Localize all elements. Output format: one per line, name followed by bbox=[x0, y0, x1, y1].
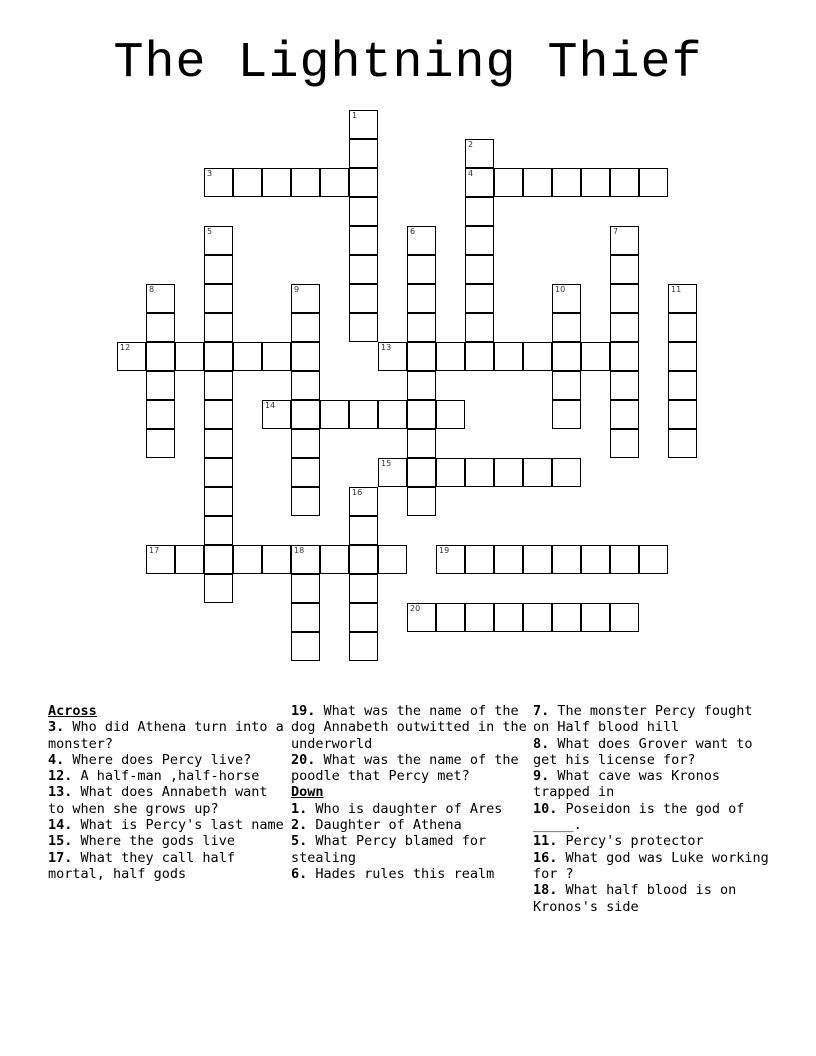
grid-cell[interactable] bbox=[407, 255, 436, 284]
grid-cell[interactable] bbox=[436, 458, 465, 487]
clue-number: 4. bbox=[48, 751, 65, 768]
grid-cell[interactable] bbox=[320, 168, 349, 197]
grid-cell[interactable] bbox=[320, 545, 349, 574]
clue-down-7 bbox=[533, 703, 769, 736]
across-heading: Across bbox=[48, 703, 97, 719]
grid-cell[interactable] bbox=[204, 255, 233, 284]
clue-number-label: 2 bbox=[468, 140, 474, 149]
grid-cell[interactable] bbox=[146, 371, 175, 400]
clue-across-19 bbox=[291, 703, 527, 752]
grid-cell[interactable] bbox=[204, 313, 233, 342]
grid-cell[interactable] bbox=[262, 342, 291, 371]
grid-cell[interactable] bbox=[233, 168, 262, 197]
grid-cell[interactable] bbox=[349, 284, 378, 313]
grid-cell[interactable] bbox=[291, 458, 320, 487]
grid-cell[interactable] bbox=[349, 226, 378, 255]
clue-down-6 bbox=[291, 866, 527, 882]
grid-cell[interactable] bbox=[581, 545, 610, 574]
grid-cell[interactable] bbox=[552, 342, 581, 371]
clue-number-label: 17 bbox=[149, 546, 160, 555]
grid-cell[interactable] bbox=[204, 429, 233, 458]
grid-cell[interactable] bbox=[523, 545, 552, 574]
grid-cell[interactable] bbox=[465, 603, 494, 632]
clues-column-2 bbox=[291, 703, 527, 882]
grid-cell[interactable] bbox=[204, 516, 233, 545]
grid-cell[interactable] bbox=[668, 429, 697, 458]
grid-cell[interactable] bbox=[668, 371, 697, 400]
grid-cell[interactable] bbox=[668, 400, 697, 429]
grid-cell[interactable] bbox=[668, 313, 697, 342]
clue-text: What half blood is on Kronos's side bbox=[533, 882, 737, 915]
grid-cell[interactable] bbox=[262, 400, 291, 429]
grid-cell[interactable] bbox=[262, 168, 291, 197]
grid-cell[interactable] bbox=[291, 603, 320, 632]
grid-cell[interactable] bbox=[407, 371, 436, 400]
grid-cell[interactable] bbox=[494, 168, 523, 197]
clue-number: 5. bbox=[291, 833, 308, 850]
clue-number-label: 19 bbox=[439, 546, 450, 555]
clue-text: Where the gods live bbox=[72, 833, 235, 850]
clue-number-label: 13 bbox=[381, 343, 392, 352]
clue-number: 12. bbox=[48, 768, 73, 785]
clue-text: Percy's protector bbox=[557, 833, 704, 850]
down-heading: Down bbox=[291, 784, 324, 801]
grid-cell[interactable] bbox=[465, 545, 494, 574]
clue-text: What was the name of the dog Annabeth outwitted in the underworld bbox=[291, 703, 527, 752]
clues-column-1 bbox=[48, 703, 284, 882]
grid-cell[interactable] bbox=[407, 400, 436, 429]
grid-cell[interactable] bbox=[349, 603, 378, 632]
grid-cell[interactable] bbox=[349, 400, 378, 429]
clue-number: 6. bbox=[291, 865, 308, 882]
grid-cell[interactable] bbox=[291, 342, 320, 371]
grid-cell[interactable] bbox=[349, 139, 378, 168]
grid-cell[interactable] bbox=[552, 545, 581, 574]
clue-text: Who is daughter of Ares bbox=[307, 800, 503, 817]
grid-cell[interactable] bbox=[175, 342, 204, 371]
grid-cell[interactable] bbox=[552, 458, 581, 487]
clue-number: 14. bbox=[48, 817, 73, 834]
grid-cell[interactable] bbox=[378, 545, 407, 574]
grid-cell[interactable] bbox=[465, 284, 494, 313]
grid-cell[interactable] bbox=[581, 168, 610, 197]
grid-cell[interactable] bbox=[407, 313, 436, 342]
grid-cell[interactable] bbox=[668, 284, 697, 313]
grid-cell[interactable] bbox=[407, 342, 436, 371]
clue-down-5 bbox=[291, 833, 527, 866]
clue-number-label: 12 bbox=[120, 343, 131, 352]
clue-down-8 bbox=[533, 736, 769, 769]
grid-cell[interactable] bbox=[378, 458, 407, 487]
clue-text: Hades rules this realm bbox=[307, 865, 495, 882]
grid-cell[interactable] bbox=[291, 545, 320, 574]
grid-cell[interactable] bbox=[146, 400, 175, 429]
grid-cell[interactable] bbox=[204, 400, 233, 429]
grid-cell[interactable] bbox=[436, 545, 465, 574]
grid-cell[interactable] bbox=[349, 487, 378, 516]
grid-cell[interactable] bbox=[291, 487, 320, 516]
clue-number-label: 3 bbox=[207, 169, 213, 178]
clue-text: What is Percy's last name bbox=[72, 817, 284, 834]
clue-number: 17. bbox=[48, 849, 73, 866]
grid-cell[interactable] bbox=[349, 255, 378, 284]
clue-text: The monster Percy fought on Half blood hill bbox=[533, 703, 753, 736]
grid-cell[interactable] bbox=[610, 255, 639, 284]
grid-cell[interactable] bbox=[610, 226, 639, 255]
grid-cell[interactable] bbox=[233, 545, 262, 574]
clue-text: Where does Percy live? bbox=[64, 751, 252, 768]
grid-cell[interactable] bbox=[610, 313, 639, 342]
grid-cell[interactable] bbox=[349, 168, 378, 197]
grid-cell[interactable] bbox=[291, 429, 320, 458]
clue-across-17 bbox=[48, 850, 284, 883]
grid-cell[interactable] bbox=[552, 168, 581, 197]
grid-cell[interactable] bbox=[204, 284, 233, 313]
grid-cell[interactable] bbox=[204, 168, 233, 197]
clue-number: 18. bbox=[533, 882, 558, 899]
grid-cell[interactable] bbox=[407, 458, 436, 487]
grid-cell[interactable] bbox=[668, 342, 697, 371]
grid-cell[interactable] bbox=[552, 284, 581, 313]
clue-text: What was the name of the poodle that Percy met? bbox=[291, 751, 519, 785]
clue-number: 16. bbox=[533, 849, 558, 866]
grid-cell[interactable] bbox=[552, 603, 581, 632]
grid-cell[interactable] bbox=[610, 400, 639, 429]
clue-number: 3. bbox=[48, 719, 65, 736]
clue-number: 8. bbox=[533, 735, 550, 752]
grid-cell[interactable] bbox=[465, 197, 494, 226]
grid-cell[interactable] bbox=[146, 342, 175, 371]
clue-number-label: 1 bbox=[352, 111, 358, 120]
clue-number-label: 5 bbox=[207, 227, 213, 236]
grid-cell[interactable] bbox=[610, 371, 639, 400]
grid-cell[interactable] bbox=[494, 545, 523, 574]
clue-across-12 bbox=[48, 768, 284, 784]
grid-cell[interactable] bbox=[175, 545, 204, 574]
grid-cell[interactable] bbox=[146, 545, 175, 574]
grid-cell[interactable] bbox=[407, 429, 436, 458]
grid-cell[interactable] bbox=[204, 458, 233, 487]
clue-across-3 bbox=[48, 719, 284, 752]
clue-number-label: 16 bbox=[352, 488, 363, 497]
grid-cell[interactable] bbox=[523, 458, 552, 487]
clue-down-9 bbox=[533, 768, 769, 801]
grid-cell[interactable] bbox=[494, 603, 523, 632]
grid-cell[interactable] bbox=[262, 545, 291, 574]
clues-column-3 bbox=[533, 703, 769, 915]
clue-number-label: 11 bbox=[671, 285, 682, 294]
clue-number: 13. bbox=[48, 784, 73, 801]
grid-cell[interactable] bbox=[610, 603, 639, 632]
grid-cell[interactable] bbox=[204, 342, 233, 371]
clue-across-14 bbox=[48, 817, 284, 833]
clue-number: 7. bbox=[533, 703, 550, 719]
clue-number: 11. bbox=[533, 833, 558, 850]
clue-down-18 bbox=[533, 882, 769, 915]
grid-cell[interactable] bbox=[407, 603, 436, 632]
clue-text: Who did Athena turn into a monster? bbox=[48, 719, 284, 752]
grid-cell[interactable] bbox=[407, 487, 436, 516]
grid-cell[interactable] bbox=[552, 313, 581, 342]
clue-number-label: 4 bbox=[468, 169, 474, 178]
clue-across-4 bbox=[48, 752, 284, 768]
clue-number-label: 9 bbox=[294, 285, 300, 294]
clue-text: A half-man ,half-horse bbox=[72, 768, 260, 785]
grid-cell[interactable] bbox=[291, 400, 320, 429]
grid-cell[interactable] bbox=[291, 313, 320, 342]
grid-cell[interactable] bbox=[349, 545, 378, 574]
clue-across-15 bbox=[48, 833, 284, 849]
grid-cell[interactable] bbox=[581, 603, 610, 632]
clue-number: 15. bbox=[48, 833, 73, 850]
grid-cell[interactable] bbox=[552, 400, 581, 429]
grid-cell[interactable] bbox=[552, 371, 581, 400]
grid-cell[interactable] bbox=[465, 168, 494, 197]
clue-number: 9. bbox=[533, 768, 550, 785]
clue-text: What does Grover want to get his license for? bbox=[533, 735, 753, 768]
clue-number-label: 14 bbox=[265, 401, 276, 410]
grid-cell[interactable] bbox=[349, 632, 378, 661]
grid-cell[interactable] bbox=[349, 110, 378, 139]
grid-cell[interactable] bbox=[523, 342, 552, 371]
grid-cell[interactable] bbox=[436, 400, 465, 429]
clue-down-16 bbox=[533, 850, 769, 883]
clue-text: Daughter of Athena bbox=[307, 817, 462, 834]
clue-number-label: 6 bbox=[410, 227, 416, 236]
grid-cell[interactable] bbox=[436, 342, 465, 371]
grid-cell[interactable] bbox=[581, 342, 610, 371]
grid-cell[interactable] bbox=[465, 458, 494, 487]
grid-cell[interactable] bbox=[407, 284, 436, 313]
clue-number: 19. bbox=[291, 703, 316, 719]
grid-cell[interactable] bbox=[494, 342, 523, 371]
grid-cell[interactable] bbox=[291, 632, 320, 661]
clue-across-20 bbox=[291, 752, 527, 785]
grid-cell[interactable] bbox=[146, 429, 175, 458]
grid-cell[interactable] bbox=[407, 226, 436, 255]
clue-text: Poseidon is the god of _____. bbox=[533, 800, 745, 834]
clue-number-label: 20 bbox=[410, 604, 421, 613]
clue-down-2 bbox=[291, 817, 527, 833]
clue-text: What cave was Kronos trapped in bbox=[533, 768, 720, 801]
grid-cell[interactable] bbox=[465, 139, 494, 168]
clue-number-label: 7 bbox=[613, 227, 619, 236]
grid-cell[interactable] bbox=[639, 545, 668, 574]
grid-cell[interactable] bbox=[610, 168, 639, 197]
grid-cell[interactable] bbox=[639, 168, 668, 197]
clue-text: What Percy blamed for stealing bbox=[291, 833, 487, 866]
clue-number-label: 18 bbox=[294, 546, 305, 555]
grid-cell[interactable] bbox=[204, 574, 233, 603]
grid-cell[interactable] bbox=[204, 545, 233, 574]
clue-text: What god was Luke working for ? bbox=[533, 849, 769, 882]
grid-cell[interactable] bbox=[436, 603, 465, 632]
grid-cell[interactable] bbox=[291, 284, 320, 313]
clue-number-label: 15 bbox=[381, 459, 392, 468]
grid-cell[interactable] bbox=[378, 400, 407, 429]
grid-cell[interactable] bbox=[320, 400, 349, 429]
grid-cell[interactable] bbox=[349, 516, 378, 545]
grid-cell[interactable] bbox=[233, 342, 262, 371]
clue-number: 20. bbox=[291, 751, 316, 768]
grid-cell[interactable] bbox=[349, 313, 378, 342]
grid-cell[interactable] bbox=[523, 603, 552, 632]
puzzle-title: The Lightning Thief bbox=[113, 35, 703, 92]
grid-cell[interactable] bbox=[610, 429, 639, 458]
grid-cell[interactable] bbox=[349, 197, 378, 226]
grid-cell[interactable] bbox=[523, 168, 552, 197]
grid-cell[interactable] bbox=[291, 371, 320, 400]
grid-cell[interactable] bbox=[610, 342, 639, 371]
clue-text: What does Annabeth want to when she grows up? bbox=[48, 784, 268, 817]
clue-text: What they call half mortal, half gods bbox=[48, 849, 235, 882]
clue-number: 2. bbox=[291, 817, 308, 834]
grid-cell[interactable] bbox=[349, 574, 378, 603]
grid-cell[interactable] bbox=[291, 574, 320, 603]
grid-cell[interactable] bbox=[117, 342, 146, 371]
clue-number-label: 10 bbox=[555, 285, 566, 294]
grid-cell[interactable] bbox=[146, 284, 175, 313]
clue-across-13 bbox=[48, 784, 284, 817]
grid-cell[interactable] bbox=[204, 226, 233, 255]
grid-cell[interactable] bbox=[378, 342, 407, 371]
grid-cell[interactable] bbox=[465, 313, 494, 342]
grid-cell[interactable] bbox=[465, 255, 494, 284]
grid-cell[interactable] bbox=[465, 226, 494, 255]
grid-cell[interactable] bbox=[204, 487, 233, 516]
clue-down-11 bbox=[533, 833, 769, 849]
clue-number: 1. bbox=[291, 800, 308, 817]
grid-cell[interactable] bbox=[494, 458, 523, 487]
grid-cell[interactable] bbox=[146, 313, 175, 342]
grid-cell[interactable] bbox=[610, 545, 639, 574]
grid-cell[interactable] bbox=[610, 284, 639, 313]
clue-number-label: 8 bbox=[149, 285, 155, 294]
clue-number: 10. bbox=[533, 800, 558, 817]
grid-cell[interactable] bbox=[465, 342, 494, 371]
clue-down-10 bbox=[533, 801, 769, 834]
clue-down-1 bbox=[291, 801, 527, 817]
grid-cell[interactable] bbox=[291, 168, 320, 197]
grid-cell[interactable] bbox=[204, 371, 233, 400]
